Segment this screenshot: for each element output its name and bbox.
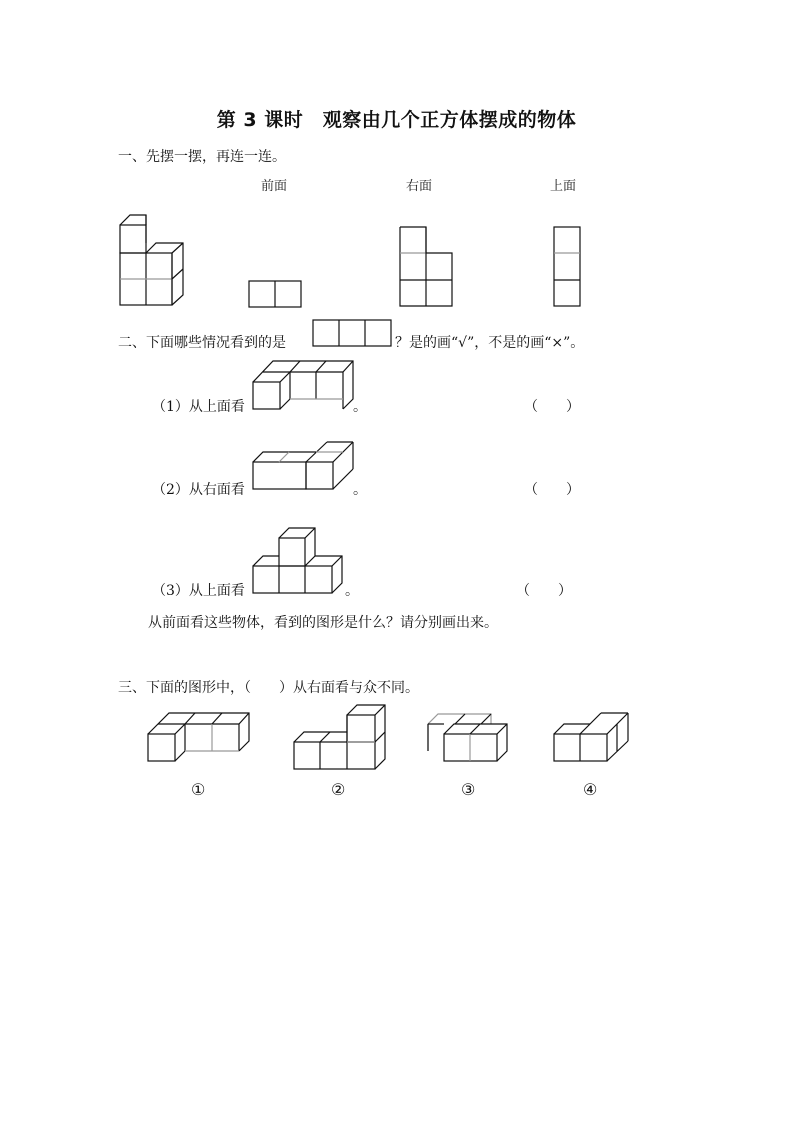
item2-label: （2）从右面看 xyxy=(152,482,245,498)
item1-period: 。 xyxy=(353,399,367,415)
front-view-shape xyxy=(248,280,304,310)
option1-figure xyxy=(147,713,252,765)
item1-figure xyxy=(252,360,362,415)
cube-stack-figure xyxy=(110,205,190,315)
item3-period: 。 xyxy=(345,583,359,599)
option2-label[interactable]: ② xyxy=(331,780,346,799)
item2-period: 。 xyxy=(353,482,367,498)
top-view-shape xyxy=(553,226,583,310)
item3-answer-blank[interactable]: （ ） xyxy=(516,583,572,599)
three-squares-shape xyxy=(312,319,394,349)
option1-label[interactable]: ① xyxy=(191,780,206,799)
page-title: 第 3 课时 观察由几个正方体摆成的物体 xyxy=(216,109,577,131)
item3-figure xyxy=(252,528,352,596)
option3-label[interactable]: ③ xyxy=(461,780,476,799)
item3-label: （3）从上面看 xyxy=(152,583,245,599)
section2-heading-start: 二、下面哪些情况看到的是 xyxy=(118,335,286,351)
section3-heading[interactable]: 三、下面的图形中，（ ）从右面看与众不同。 xyxy=(118,680,419,696)
option4-label[interactable]: ④ xyxy=(583,780,598,799)
section2-heading-end: ？是的画“√”，不是的画“×”。 xyxy=(395,335,585,351)
view-label-right: 右面 xyxy=(406,179,433,194)
item1-answer-blank[interactable]: （ ） xyxy=(524,399,580,415)
item2-answer-blank[interactable]: （ ） xyxy=(524,482,580,498)
view-label-front: 前面 xyxy=(261,179,288,194)
right-view-shape xyxy=(399,226,457,310)
option4-figure xyxy=(553,713,633,765)
item2-figure xyxy=(252,442,362,494)
item1-label: （1）从上面看 xyxy=(152,399,245,415)
section2-followup: 从前面看这些物体，看到的图形是什么？请分别画出来。 xyxy=(148,615,498,631)
option2-figure xyxy=(293,705,388,773)
section1-heading: 一、先摆一摆，再连一连。 xyxy=(118,149,286,165)
option3-figure xyxy=(427,713,517,765)
view-label-top: 上面 xyxy=(550,179,577,194)
